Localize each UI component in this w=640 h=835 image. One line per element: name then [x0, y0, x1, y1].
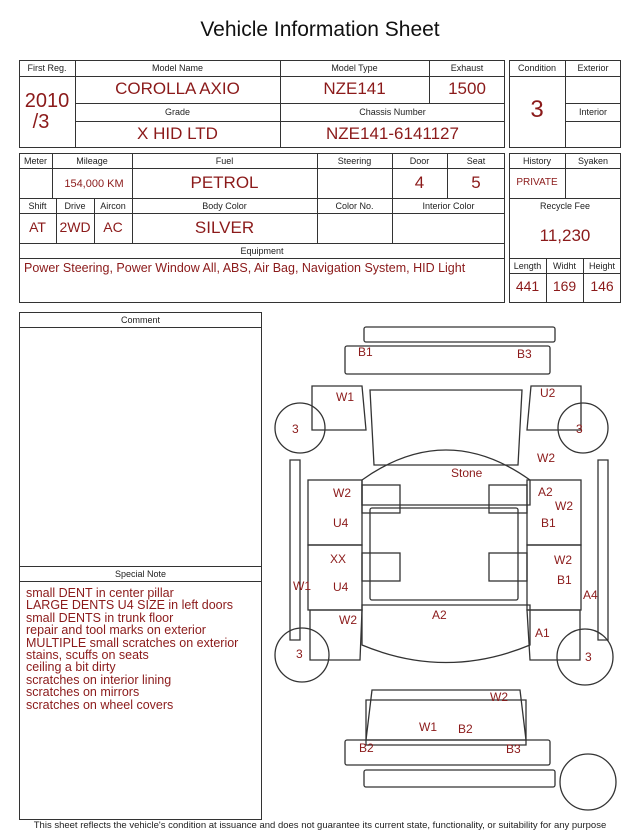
damage-marks	[292, 345, 598, 756]
aircon-label: Aircon	[100, 201, 126, 211]
mark-left-rear-door-x: XX	[330, 552, 347, 566]
front-bar-shape	[364, 327, 555, 342]
comment-label: Comment	[120, 315, 160, 325]
meter-label: Meter	[23, 156, 47, 166]
mark-right-front-door-w: W2	[555, 499, 573, 513]
drive-value: 2WD	[59, 219, 91, 235]
mark-rear-lower-left: W1	[419, 720, 437, 734]
length-label: Length	[513, 261, 542, 271]
seat-value: 5	[471, 173, 481, 192]
exterior-label: Exterior	[577, 63, 609, 73]
model-type-label: Model Type	[331, 63, 378, 73]
mark-rear-right-bumper: B3	[506, 742, 521, 756]
special-note-item: scratches on wheel covers	[26, 697, 174, 712]
fuel-value: PETROL	[190, 173, 259, 192]
special-note-item: scratches on mirrors	[26, 685, 140, 700]
mileage-value: 154,000 KM	[64, 178, 124, 190]
mark-left-rear-fender: W2	[339, 613, 357, 627]
special-note-item: scratches on interior lining	[26, 672, 172, 687]
chassis-number-label: Chassis Number	[359, 107, 426, 117]
front-right-wheel-shape	[558, 403, 608, 453]
model-type-value: NZE141	[323, 79, 386, 98]
chassis-number-value: NZE141-6141127	[326, 124, 459, 143]
equipment-value: Power Steering, Power Window All, ABS, Air Bag, Navigation System, HID Light	[24, 261, 466, 275]
mark-left-front-door-w: W2	[333, 486, 351, 500]
grade-label: Grade	[164, 107, 190, 117]
mark-front-left-wheel: 3	[292, 422, 299, 436]
roof-shape	[370, 508, 518, 600]
mark-rear-panel: W2	[490, 690, 508, 704]
mark-right-front-door-a: A2	[538, 485, 553, 499]
hood-shape	[370, 390, 522, 465]
shift-value: AT	[29, 219, 46, 235]
first-reg-year: 2010	[24, 90, 70, 112]
rear-lower-shape	[366, 700, 526, 745]
car-outline	[275, 327, 616, 810]
exhaust-label: Exhaust	[450, 63, 484, 73]
mark-left-fender: W1	[336, 390, 354, 404]
mark-left-rear-door-u: U4	[333, 580, 349, 594]
seat-label: Seat	[466, 156, 486, 166]
equipment-label: Equipment	[240, 246, 284, 256]
special-note-item: MULTIPLE small scratches on exterior	[26, 635, 239, 650]
right-rear-glass-shape	[489, 553, 527, 581]
left-sill-shape	[290, 460, 300, 640]
special-note-item: repair and tool marks on exterior	[26, 623, 206, 638]
windshield-shape	[362, 450, 530, 505]
right-sill-shape	[598, 460, 608, 640]
special-note-item: small DENTS in trunk floor	[26, 610, 174, 625]
mark-right-fender-top: U2	[540, 386, 556, 400]
first-reg-label: First Reg.	[27, 63, 67, 73]
left-rear-glass-shape	[362, 553, 400, 581]
body-color-label: Body Color	[202, 201, 247, 211]
mark-left-side: W1	[293, 579, 311, 593]
special-note-item: LARGE DENTS U4 SIZE in left doors	[26, 598, 234, 613]
interior-label: Interior	[578, 107, 607, 117]
mileage-label: Mileage	[76, 156, 108, 166]
mark-right-side: A4	[583, 588, 598, 602]
mark-front-left-bumper: B1	[358, 345, 373, 359]
spare-wheel-shape	[560, 754, 616, 810]
mark-left-front-door-u: U4	[333, 516, 349, 530]
mark-front-right-wheel: 3	[576, 422, 583, 436]
height-value: 146	[590, 278, 614, 294]
special-note-label: Special Note	[114, 569, 167, 579]
mark-front-right-bumper: B3	[517, 347, 532, 361]
interior-color-label: Interior Color	[422, 201, 475, 211]
condition-value: 3	[530, 96, 544, 123]
syaken-label: Syaken	[577, 156, 609, 166]
length-value: 441	[515, 278, 540, 294]
page-title: Vehicle Information Sheet	[200, 18, 440, 41]
history-value: PRIVATE	[516, 177, 558, 188]
shift-label: Shift	[28, 201, 47, 211]
height-label: Height	[588, 261, 615, 271]
color-no-label: Color No.	[335, 201, 374, 211]
steering-label: Steering	[337, 156, 372, 166]
model-name-value: COROLLA AXIO	[115, 79, 240, 98]
disclaimer: This sheet reflects the vehicle's condition at issuance and does not guarantee its current state, functionality, or suitability for any purpose	[33, 820, 607, 831]
front-left-wheel-shape	[275, 403, 325, 453]
mark-right-rear-door-b: B1	[557, 573, 572, 587]
mark-roof: Stone	[451, 466, 483, 480]
condition-label: Condition	[517, 63, 557, 73]
mark-rear-left-wheel: 3	[296, 647, 303, 661]
model-name-label: Model Name	[151, 63, 204, 73]
drive-label: Drive	[64, 201, 86, 211]
door-label: Door	[409, 156, 430, 166]
first-reg-month: /3	[32, 111, 50, 133]
width-label: Widht	[552, 261, 576, 271]
mark-rear-left-bumper: B2	[359, 741, 374, 755]
special-note-item: ceiling a bit dirty	[26, 660, 116, 675]
special-note-item: small DENT in center pillar	[26, 586, 174, 600]
aircon-value: AC	[103, 219, 123, 235]
mark-right-front-door-b: B1	[541, 516, 556, 530]
left-front-glass-shape	[362, 485, 400, 513]
mark-right-rear-fender: A1	[535, 626, 550, 640]
mark-right-rear-door-w: W2	[554, 553, 572, 567]
mark-rear-right-wheel: 3	[585, 650, 592, 664]
exhaust-value: 1500	[448, 79, 486, 98]
body-color-value: SILVER	[194, 218, 255, 237]
special-note-item: stains, scuffs on seats	[26, 648, 149, 663]
mark-trunk: A2	[432, 608, 447, 622]
rear-bar-shape	[364, 770, 555, 787]
door-value: 4	[414, 173, 425, 192]
mark-rear-lower-center: B2	[458, 722, 473, 736]
fuel-label: Fuel	[215, 156, 234, 166]
right-front-glass-shape	[489, 485, 527, 513]
mark-right-fender: W2	[537, 451, 555, 465]
grade-value: X HID LTD	[137, 124, 218, 143]
history-label: History	[522, 156, 551, 166]
recycle-fee-value: 11,230	[539, 226, 591, 245]
recycle-fee-label: Recycle Fee	[539, 201, 591, 211]
width-value: 169	[552, 278, 577, 294]
